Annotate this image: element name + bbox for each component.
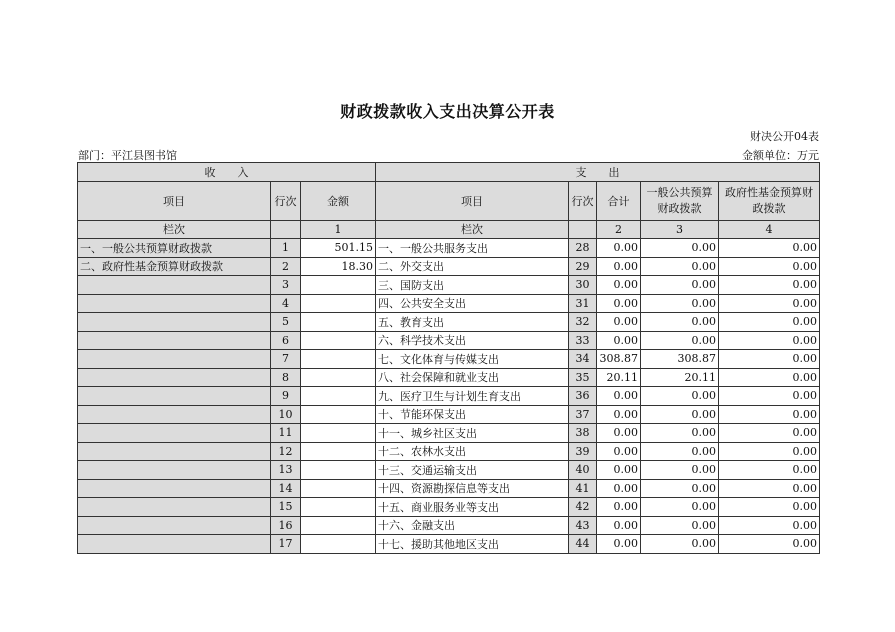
income-amount-header: 金额 <box>301 181 376 220</box>
fund-budget-cell: 0.00 <box>719 239 820 258</box>
header-row-columns <box>78 181 820 220</box>
total-cell: 0.00 <box>597 331 641 350</box>
expense-item-cell: 八、社会保障和就业支出 <box>376 368 569 387</box>
income-row-no-cell: 4 <box>271 294 301 313</box>
fund-budget-cell: 0.00 <box>719 442 820 461</box>
header-row-section <box>78 163 820 182</box>
income-amount-cell <box>301 350 376 369</box>
income-row-no-cell: 10 <box>271 405 301 424</box>
expense-row-no-cell: 31 <box>569 294 597 313</box>
income-row-no-cell: 9 <box>271 387 301 406</box>
income-item-cell <box>78 331 271 350</box>
income-item-cell <box>78 313 271 332</box>
income-item-cell <box>78 535 271 554</box>
income-item-cell: 一、一般公共预算财政拨款 <box>78 239 271 258</box>
total-cell: 0.00 <box>597 294 641 313</box>
general-budget-cell: 0.00 <box>641 239 719 258</box>
department-label: 部门：平江县图书馆 <box>78 149 177 162</box>
total-cell: 0.00 <box>597 442 641 461</box>
general-budget-cell: 0.00 <box>641 313 719 332</box>
general-budget-cell: 20.11 <box>641 368 719 387</box>
table-row <box>78 294 820 313</box>
expense-item-cell: 三、国防支出 <box>376 276 569 295</box>
income-row-no-cell: 15 <box>271 498 301 517</box>
income-item-cell <box>78 479 271 498</box>
total-cell: 0.00 <box>597 461 641 480</box>
total-cell: 0.00 <box>597 535 641 554</box>
expense-item-cell: 六、科学技术支出 <box>376 331 569 350</box>
expense-row-no-cell: 41 <box>569 479 597 498</box>
fund-budget-cell: 0.00 <box>719 535 820 554</box>
income-item-cell <box>78 350 271 369</box>
general-budget-cell: 0.00 <box>641 535 719 554</box>
income-row-no-cell: 8 <box>271 368 301 387</box>
table-row <box>78 535 820 554</box>
expense-row-no-cell: 38 <box>569 424 597 443</box>
income-amount-cell: 501.15 <box>301 239 376 258</box>
income-amount-cell <box>301 479 376 498</box>
income-row-no-cell: 5 <box>271 313 301 332</box>
income-row-no-header: 行次 <box>271 181 301 220</box>
income-row-no-cell: 2 <box>271 257 301 276</box>
col-label: 栏次 <box>78 220 271 239</box>
fund-budget-cell: 0.00 <box>719 331 820 350</box>
total-cell: 0.00 <box>597 313 641 332</box>
expense-row-no-cell: 29 <box>569 257 597 276</box>
income-item-cell: 二、政府性基金预算财政拨款 <box>78 257 271 276</box>
income-amount-cell <box>301 442 376 461</box>
table-row <box>78 276 820 295</box>
general-budget-header: 一般公共预算财政拨款 <box>641 181 719 220</box>
general-budget-cell: 308.87 <box>641 350 719 369</box>
income-amount-cell <box>301 331 376 350</box>
fund-budget-cell: 0.00 <box>719 516 820 535</box>
income-item-cell <box>78 498 271 517</box>
total-cell: 0.00 <box>597 276 641 295</box>
col-empty <box>271 220 301 239</box>
income-item-cell <box>78 276 271 295</box>
table-row <box>78 405 820 424</box>
expense-header: 支 出 <box>376 163 820 182</box>
income-row-no-cell: 11 <box>271 424 301 443</box>
income-row-no-cell: 14 <box>271 479 301 498</box>
total-cell: 0.00 <box>597 516 641 535</box>
income-amount-cell <box>301 424 376 443</box>
income-amount-cell <box>301 276 376 295</box>
page-title: 财政拨款收入支出决算公开表 <box>340 102 555 121</box>
table-row <box>78 479 820 498</box>
expense-item-cell: 十、节能环保支出 <box>376 405 569 424</box>
total-cell: 20.11 <box>597 368 641 387</box>
fund-budget-cell: 0.00 <box>719 498 820 517</box>
general-budget-cell: 0.00 <box>641 257 719 276</box>
expense-row-no-cell: 30 <box>569 276 597 295</box>
table-row <box>78 424 820 443</box>
table-row <box>78 387 820 406</box>
form-code: 财决公开04表 <box>750 130 819 143</box>
income-amount-cell <box>301 535 376 554</box>
general-budget-cell: 0.00 <box>641 442 719 461</box>
income-row-no-cell: 12 <box>271 442 301 461</box>
expense-row-no-cell: 36 <box>569 387 597 406</box>
table-row <box>78 239 820 258</box>
expense-item-header: 项目 <box>376 181 569 220</box>
expense-row-no-cell: 33 <box>569 331 597 350</box>
total-cell: 0.00 <box>597 387 641 406</box>
total-cell: 0.00 <box>597 405 641 424</box>
expense-row-no-cell: 28 <box>569 239 597 258</box>
income-item-cell <box>78 405 271 424</box>
col-label-2: 栏次 <box>376 220 569 239</box>
income-item-cell <box>78 424 271 443</box>
col-number-1: 1 <box>301 220 376 239</box>
expense-item-cell: 九、医疗卫生与计划生育支出 <box>376 387 569 406</box>
income-item-cell <box>78 294 271 313</box>
expense-row-no-cell: 34 <box>569 350 597 369</box>
expense-row-no-header: 行次 <box>569 181 597 220</box>
income-amount-cell <box>301 498 376 517</box>
fund-budget-cell: 0.00 <box>719 276 820 295</box>
table-row <box>78 461 820 480</box>
income-header: 收 入 <box>78 163 376 182</box>
income-row-no-cell: 1 <box>271 239 301 258</box>
expense-row-no-cell: 44 <box>569 535 597 554</box>
income-item-cell <box>78 368 271 387</box>
expense-item-cell: 二、外交支出 <box>376 257 569 276</box>
expense-item-cell: 十一、城乡社区支出 <box>376 424 569 443</box>
col-number-3: 3 <box>641 220 719 239</box>
col-number-4: 4 <box>719 220 820 239</box>
income-item-cell <box>78 442 271 461</box>
expense-row-no-cell: 43 <box>569 516 597 535</box>
expense-item-cell: 十七、援助其他地区支出 <box>376 535 569 554</box>
expense-item-cell: 五、教育支出 <box>376 313 569 332</box>
header-row-col-numbers <box>78 220 820 239</box>
income-amount-cell <box>301 313 376 332</box>
table-row <box>78 368 820 387</box>
fund-budget-header: 政府性基金预算财政拨款 <box>719 181 820 220</box>
table-row <box>78 257 820 276</box>
income-amount-cell <box>301 294 376 313</box>
fund-budget-cell: 0.00 <box>719 257 820 276</box>
expense-item-cell: 十六、金融支出 <box>376 516 569 535</box>
expense-row-no-cell: 37 <box>569 405 597 424</box>
income-row-no-cell: 16 <box>271 516 301 535</box>
table-row <box>78 516 820 535</box>
total-header: 合计 <box>597 181 641 220</box>
expense-item-cell: 十二、农林水支出 <box>376 442 569 461</box>
total-cell: 0.00 <box>597 498 641 517</box>
total-cell: 308.87 <box>597 350 641 369</box>
income-row-no-cell: 13 <box>271 461 301 480</box>
income-row-no-cell: 3 <box>271 276 301 295</box>
expense-item-cell: 四、公共安全支出 <box>376 294 569 313</box>
total-cell: 0.00 <box>597 239 641 258</box>
table-row <box>78 350 820 369</box>
col-empty-2 <box>569 220 597 239</box>
general-budget-cell: 0.00 <box>641 294 719 313</box>
budget-table <box>77 162 820 554</box>
expense-row-no-cell: 42 <box>569 498 597 517</box>
income-amount-cell <box>301 516 376 535</box>
expense-item-cell: 七、文化体育与传媒支出 <box>376 350 569 369</box>
table-row <box>78 313 820 332</box>
income-amount-cell <box>301 368 376 387</box>
general-budget-cell: 0.00 <box>641 276 719 295</box>
general-budget-cell: 0.00 <box>641 516 719 535</box>
amount-unit-label: 金额单位：万元 <box>742 149 819 162</box>
general-budget-cell: 0.00 <box>641 479 719 498</box>
expense-item-cell: 十三、交通运输支出 <box>376 461 569 480</box>
income-item-cell <box>78 387 271 406</box>
general-budget-cell: 0.00 <box>641 331 719 350</box>
fund-budget-cell: 0.00 <box>719 405 820 424</box>
income-amount-cell <box>301 461 376 480</box>
general-budget-cell: 0.00 <box>641 461 719 480</box>
table-row <box>78 331 820 350</box>
fund-budget-cell: 0.00 <box>719 350 820 369</box>
fund-budget-cell: 0.00 <box>719 461 820 480</box>
general-budget-cell: 0.00 <box>641 424 719 443</box>
expense-item-cell: 一、一般公共服务支出 <box>376 239 569 258</box>
income-row-no-cell: 6 <box>271 331 301 350</box>
expense-row-no-cell: 35 <box>569 368 597 387</box>
income-item-header: 项目 <box>78 181 271 220</box>
income-amount-cell <box>301 387 376 406</box>
fund-budget-cell: 0.00 <box>719 424 820 443</box>
general-budget-cell: 0.00 <box>641 498 719 517</box>
total-cell: 0.00 <box>597 424 641 443</box>
total-cell: 0.00 <box>597 479 641 498</box>
expense-row-no-cell: 39 <box>569 442 597 461</box>
table-row <box>78 442 820 461</box>
expense-item-cell: 十四、资源勘探信息等支出 <box>376 479 569 498</box>
fund-budget-cell: 0.00 <box>719 294 820 313</box>
income-amount-cell <box>301 405 376 424</box>
income-item-cell <box>78 461 271 480</box>
expense-row-no-cell: 32 <box>569 313 597 332</box>
general-budget-cell: 0.00 <box>641 387 719 406</box>
fund-budget-cell: 0.00 <box>719 387 820 406</box>
col-number-2: 2 <box>597 220 641 239</box>
total-cell: 0.00 <box>597 257 641 276</box>
expense-row-no-cell: 40 <box>569 461 597 480</box>
expense-item-cell: 十五、商业服务业等支出 <box>376 498 569 517</box>
general-budget-cell: 0.00 <box>641 405 719 424</box>
fund-budget-cell: 0.00 <box>719 368 820 387</box>
income-row-no-cell: 7 <box>271 350 301 369</box>
income-amount-cell: 18.30 <box>301 257 376 276</box>
income-item-cell <box>78 516 271 535</box>
income-row-no-cell: 17 <box>271 535 301 554</box>
fund-budget-cell: 0.00 <box>719 479 820 498</box>
table-row <box>78 498 820 517</box>
fund-budget-cell: 0.00 <box>719 313 820 332</box>
